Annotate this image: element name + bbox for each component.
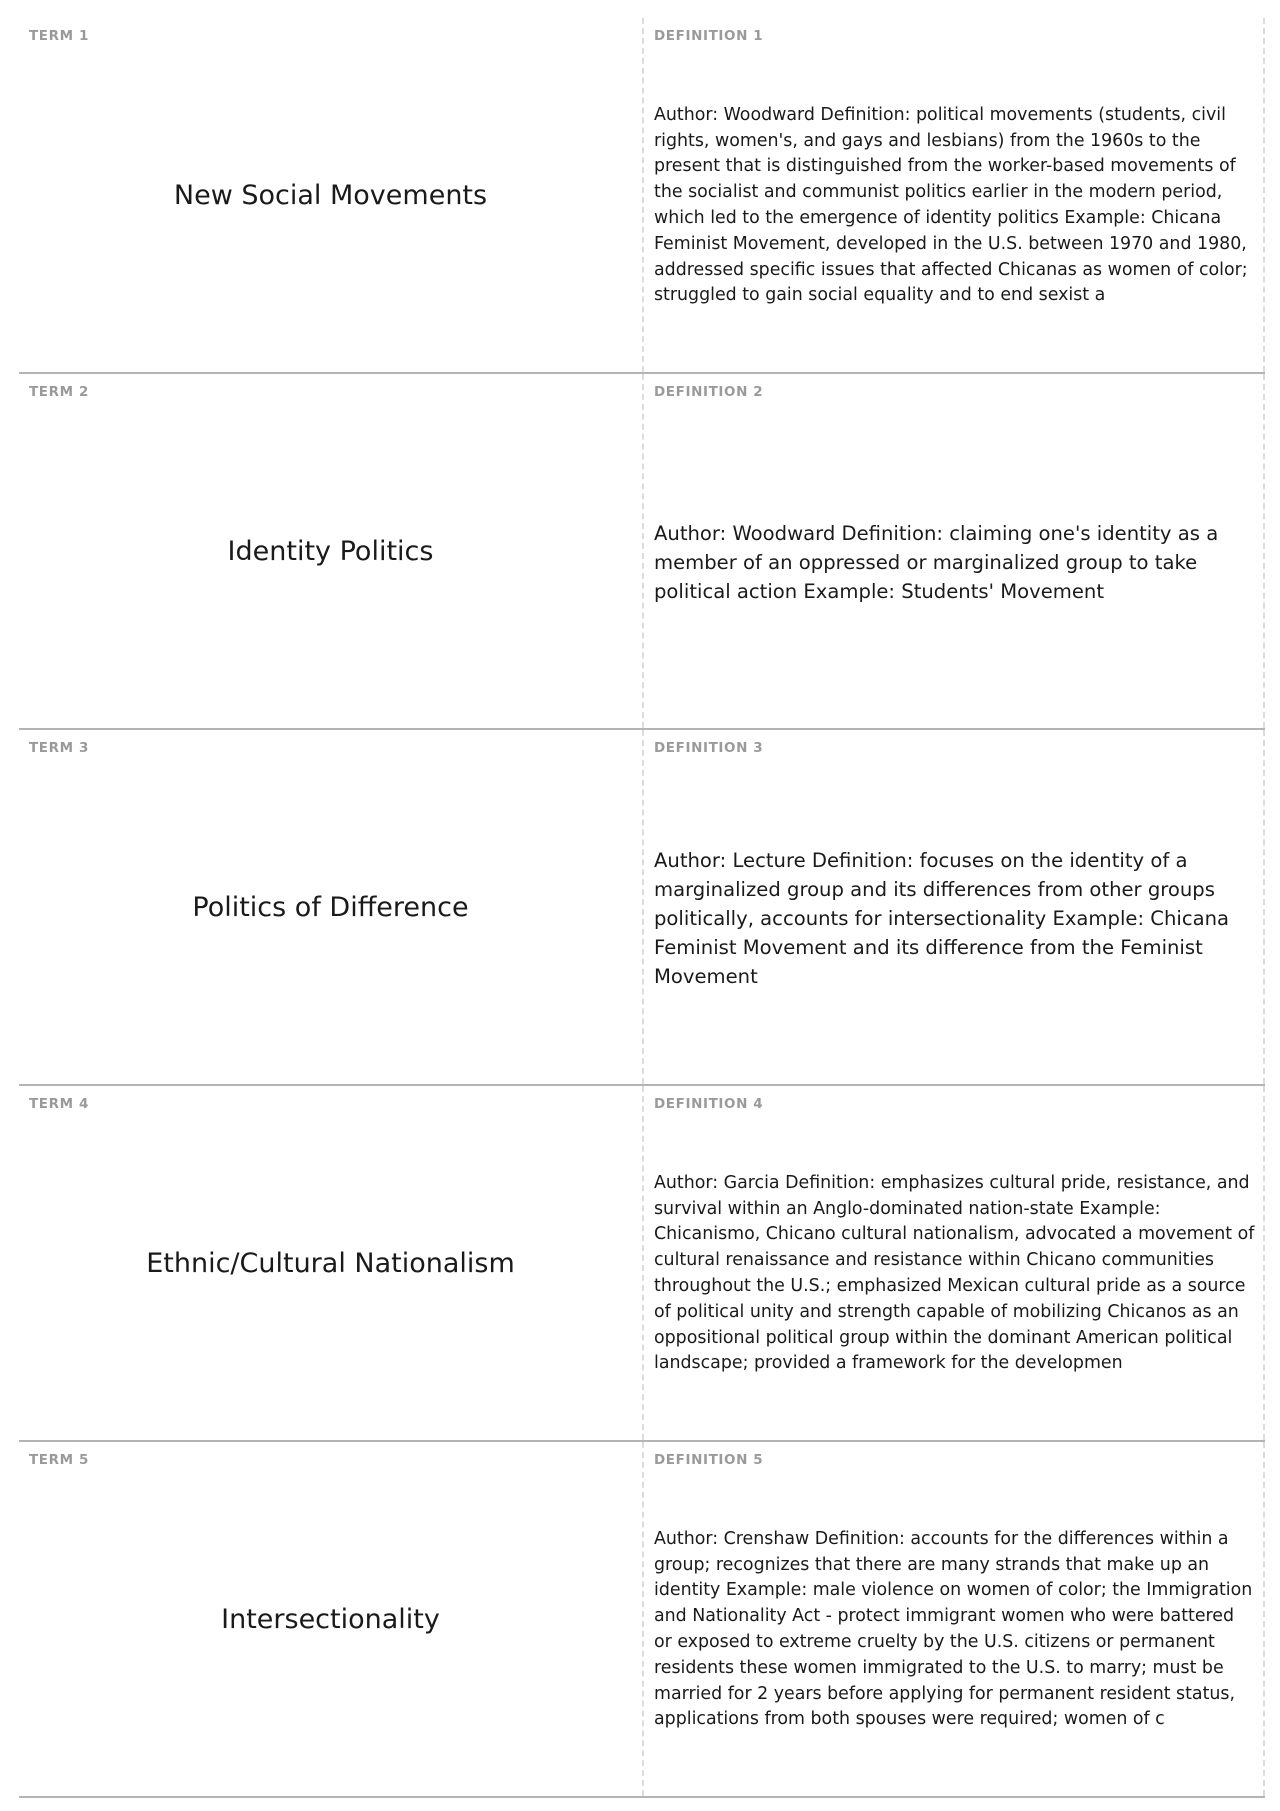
flashcard-4 bbox=[19, 1086, 1265, 1442]
term-panel bbox=[19, 374, 642, 728]
card-edge bbox=[1263, 730, 1265, 1084]
term-panel bbox=[19, 730, 642, 1084]
term-text: Ethnic/Cultural Nationalism bbox=[146, 1247, 515, 1279]
card-edge bbox=[1263, 18, 1265, 372]
definition-panel bbox=[642, 374, 1265, 728]
term-label: TERM 3 bbox=[29, 740, 89, 756]
term-text: Politics of Difference bbox=[192, 891, 469, 923]
definition-label: DEFINITION 1 bbox=[654, 28, 764, 44]
cut-line bbox=[642, 18, 644, 372]
definition-label: DEFINITION 4 bbox=[654, 1096, 764, 1112]
cut-line bbox=[642, 1442, 644, 1796]
cut-line bbox=[642, 730, 644, 1084]
term-label: TERM 5 bbox=[29, 1452, 89, 1468]
term-panel bbox=[19, 18, 642, 372]
term-text: New Social Movements bbox=[173, 179, 488, 211]
definition-panel bbox=[642, 1086, 1265, 1440]
definition-text: Author: Woodward Definition: political movements (students, civil rights, women's, and gays and lesbians) from the 1960s to the present that is distinguished from the worker-based movements of the socialist and communist politics earlier in the modern period, which led to the emergence of identity politics Example: Chicana Feminist Movement, developed in the U.S. between 1970 and 1980, addressed specific issues that affected Chicanas as women of color; struggled to gain social equality and to end sexist a bbox=[654, 104, 1248, 306]
card-edge bbox=[1263, 374, 1265, 728]
term-text: Identity Politics bbox=[227, 535, 434, 567]
term-label: TERM 2 bbox=[29, 384, 89, 400]
flashcard-sheet bbox=[19, 18, 1265, 1798]
cut-line bbox=[642, 374, 644, 728]
definition-label: DEFINITION 5 bbox=[654, 1452, 764, 1468]
term-panel bbox=[19, 1086, 642, 1440]
term-text: Intersectionality bbox=[221, 1603, 440, 1635]
definition-panel bbox=[642, 18, 1265, 372]
definition-text: Author: Lecture Definition: focuses on the identity of a marginalized group and its differences from other groups politically, accounts for intersectionality Example: Chicana Feminist Movement and its difference from the Feminist Movement bbox=[654, 848, 1230, 988]
definition-label: DEFINITION 3 bbox=[654, 740, 764, 756]
term-label: TERM 1 bbox=[29, 28, 89, 44]
flashcard-1 bbox=[19, 18, 1265, 374]
definition-label: DEFINITION 2 bbox=[654, 384, 764, 400]
definition-panel bbox=[642, 730, 1265, 1084]
term-panel bbox=[19, 1442, 642, 1796]
term-label: TERM 4 bbox=[29, 1096, 89, 1112]
definition-text: Author: Woodward Definition: claiming one's identity as a member of an oppressed or marginalized group to take political action Example: Students' Movement bbox=[654, 521, 1219, 603]
cut-line bbox=[642, 1086, 644, 1440]
definition-text: Author: Garcia Definition: emphasizes cultural pride, resistance, and survival within an Anglo-dominated nation-state Example: Chicanismo, Chicano cultural nationalism, advocated a movement of cultural renaissance and resistance within Chicano communities throughout the U.S.; emphasized Mexican cultural pride as a source of political unity and strength capable of mobilizing Chicanos as an oppositional political group within the dominant American political landscape; provided a framework for the developmen bbox=[654, 1172, 1255, 1374]
card-edge bbox=[1263, 1086, 1265, 1440]
flashcard-2 bbox=[19, 374, 1265, 730]
definition-text: Author: Crenshaw Definition: accounts for the differences within a group; recognizes that there are many strands that make up an identity Example: male violence on women of color; the Immigration and Nationality Act - protect immigrant women who were battered or exposed to extreme cruelty by the U.S. citizens or permanent residents these women immigrated to the U.S. to marry; must be married for 2 years before applying for permanent resident status, applications from both spouses were required; women of c bbox=[654, 1528, 1253, 1730]
flashcard-3 bbox=[19, 730, 1265, 1086]
card-edge bbox=[1263, 1442, 1265, 1796]
flashcard-5 bbox=[19, 1442, 1265, 1798]
definition-panel bbox=[642, 1442, 1265, 1796]
